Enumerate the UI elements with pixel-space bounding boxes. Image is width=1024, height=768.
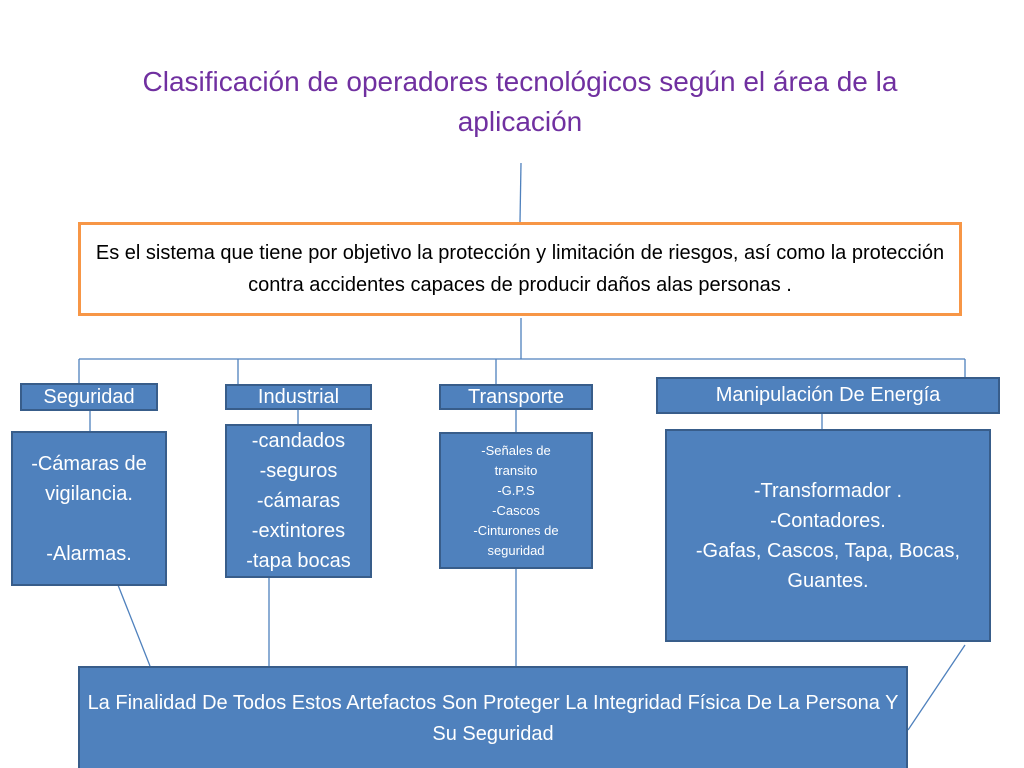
connector-title-definition: [520, 163, 521, 222]
list-item: -Cámaras de: [31, 452, 147, 475]
conclusion-box: [78, 666, 908, 768]
category-manipulacion-energia: [656, 377, 1000, 414]
list-item: -Cascos: [492, 502, 540, 518]
definition-text: Es el sistema que tiene por objetivo la protección y limitación de riesgos, así como la protección contra accidentes capaces de producir daños alas personas .: [95, 242, 945, 296]
list-item: -Contadores.: [770, 509, 886, 532]
items-list: [246, 426, 351, 576]
list-item: -cámaras: [256, 490, 341, 512]
list-item: seguridad: [487, 542, 545, 558]
list-item: -Cinturones de: [473, 522, 559, 538]
list-item: -Alarmas.: [46, 542, 132, 565]
list-item: -Gafas, Cascos, Tapa, Bocas,: [695, 539, 961, 562]
items-box-industrial: [225, 424, 372, 578]
list-item: Guantes.: [787, 569, 869, 592]
items-box-seguridad: [11, 431, 167, 586]
items-box-transporte: [439, 432, 593, 569]
items-list: [696, 476, 960, 596]
connector-seguridad-conclusion: [118, 585, 150, 666]
category-seguridad: [20, 383, 158, 411]
definition-box: [78, 222, 962, 316]
category-label: Transporte: [468, 385, 564, 408]
conclusion-text: La Finalidad De Todos Estos Artefactos Son Proteger La Integridad Física De La Persona Y Su Seguridad: [87, 692, 899, 745]
items-list: [473, 441, 558, 561]
list-item: vigilancia.: [45, 482, 133, 505]
items-list: [31, 449, 147, 569]
category-label: Seguridad: [43, 385, 135, 408]
connector-energia-conclusion: [908, 645, 965, 730]
list-item: -extintores: [251, 520, 346, 542]
category-label: Industrial: [257, 385, 340, 408]
category-transporte: [439, 384, 593, 410]
list-item: -seguros: [259, 460, 338, 482]
list-item: -tapa bocas: [246, 550, 351, 572]
category-industrial: [225, 384, 372, 410]
category-label: Manipulación De Energía: [715, 384, 941, 406]
list-item: transito: [494, 462, 538, 478]
slide-title: Clasificación de operadores tecnológicos según el área de la aplicación: [142, 66, 898, 137]
list-item: -Señales de: [481, 442, 551, 458]
list-item: -G.P.S: [497, 482, 535, 498]
list-item: -Transformador .: [753, 479, 903, 502]
items-box-manipulacion-energia: [665, 429, 991, 642]
list-item: [86, 509, 92, 539]
list-item: -candados: [251, 430, 346, 452]
